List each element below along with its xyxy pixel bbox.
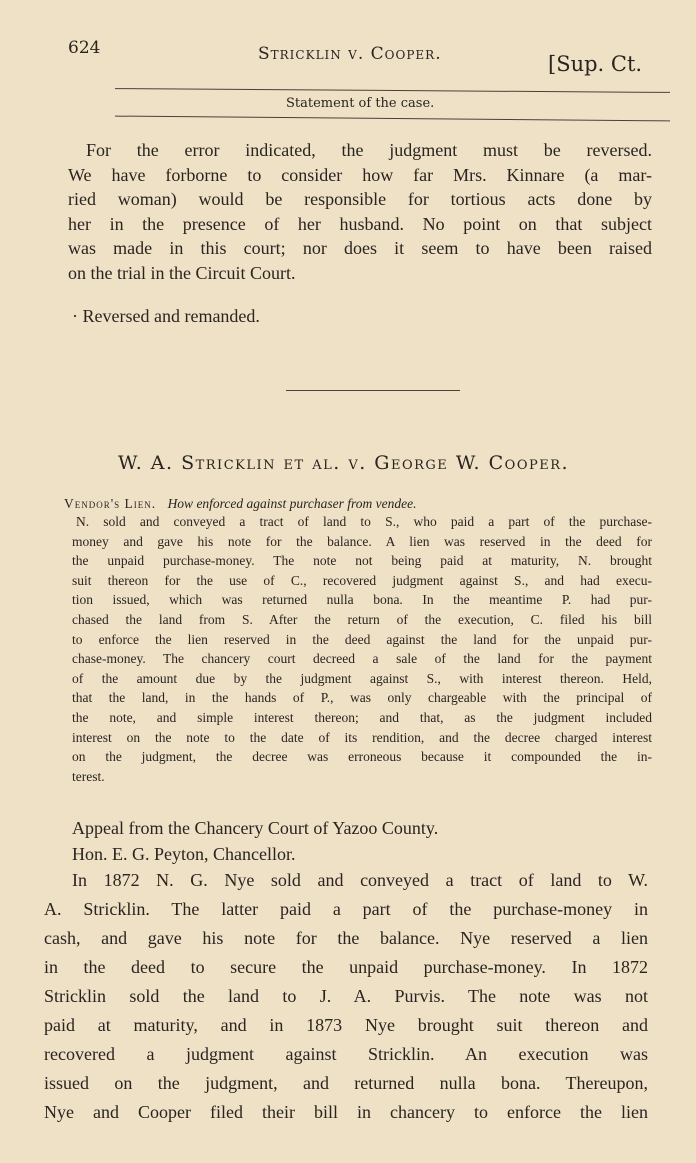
text-line: to enforce the lien reserved in the deed against the land for the unpaid pur-	[72, 631, 652, 647]
text-line: tion issued, which was returned nulla bona. In the meantime P. had pur-	[72, 592, 652, 608]
text-line: the unpaid purchase-money. The note not being paid at maturity, N. brought	[72, 553, 652, 569]
text-line: money and gave his note for the balance. A lien was reserved in the deed for	[72, 533, 652, 549]
text-line: chased the land from S. After the return of the execution, C. filed his bill	[72, 612, 652, 627]
text-line: was made in this court; nor does it seem to have been raised	[68, 238, 652, 258]
text-line: A. Stricklin. The latter paid a part of the purchase-money in	[44, 899, 648, 919]
text-line: We have forborne to consider how far Mrs. Kinnare (a mar-	[68, 164, 652, 185]
text-line: terest.	[72, 768, 105, 784]
text-line: of the amount due by the judgment against S., with interest thereon. Held,	[72, 670, 652, 686]
text-line: the note, and simple interest thereon; and that, as the judgment included	[72, 710, 652, 725]
text-line: on the judgment, the decree was erroneous because it compounded the in-	[72, 749, 652, 765]
text-line: chase-money. The chancery court decreed a sale of the land for the payment	[72, 651, 652, 667]
text-line: Nye and Cooper filed their bill in chancery to enforce the lien	[44, 1102, 648, 1122]
syllabus-topic-italic: How enforced against purchaser from vendee.	[167, 496, 417, 511]
text-line: recovered a judgment against Stricklin. An execution was	[44, 1044, 648, 1064]
case-title: W. A. Stricklin et al. v. George W. Cooper.	[118, 452, 570, 474]
court-label: [Sup. Ct.	[548, 52, 643, 76]
page-number: 624	[68, 38, 101, 58]
text-line: suit thereon for the use of C., recovered judgment against S., and had execu-	[72, 572, 652, 588]
text-line: interest on the note to the date of its rendition, and the decree charged interest	[72, 729, 652, 745]
text-line: Stricklin sold the land to J. A. Purvis. The note was not	[44, 986, 648, 1006]
text-line: ried woman) would be responsible for tortious acts done by	[68, 189, 652, 209]
running-title: Stricklin v. Cooper.	[258, 44, 442, 64]
disposition: · Reversed and remanded.	[72, 306, 260, 326]
section-divider	[286, 390, 460, 391]
text-line: that the land, in the hands of P., was only chargeable with the principal of	[72, 690, 652, 706]
text-line: her in the presence of her husband. No point on that subject	[68, 213, 652, 234]
text-line: In 1872 N. G. Nye sold and conveyed a tract of land to W.	[72, 870, 648, 890]
syllabus-topic: Vendor's Lien.	[64, 496, 157, 511]
judge-line: Hon. E. G. Peyton, Chancellor.	[72, 844, 296, 864]
text-line: issued on the judgment, and returned nulla bona. Thereupon,	[44, 1073, 648, 1093]
subhead: Statement of the case.	[286, 96, 435, 111]
text-line: N. sold and conveyed a tract of land to S., who paid a part of the purchase-	[76, 514, 652, 529]
text-line: paid at maturity, and in 1873 Nye brought suit thereon and	[44, 1015, 648, 1035]
header-rule	[115, 88, 670, 93]
subhead-rule	[115, 116, 670, 122]
text-line: in the deed to secure the unpaid purchase-money. In 1872	[44, 957, 648, 977]
text-line: cash, and gave his note for the balance. Nye reserved a lien	[44, 928, 648, 948]
appeal-line: Appeal from the Chancery Court of Yazoo County.	[72, 818, 439, 838]
text-line: on the trial in the Circuit Court.	[68, 262, 296, 283]
disposition-text: Reversed and remanded.	[82, 306, 260, 326]
text-line: For the error indicated, the judgment must be reversed.	[86, 140, 652, 160]
